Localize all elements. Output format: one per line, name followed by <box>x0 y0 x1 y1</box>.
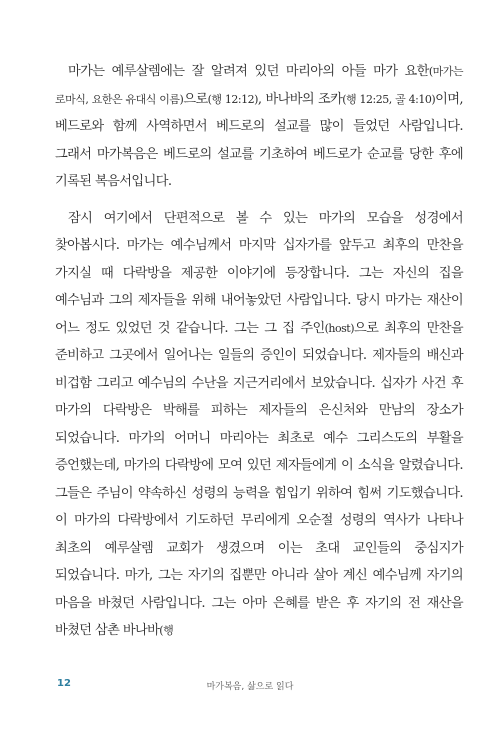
body-text-run: 마가는 예루살렘에는 잘 알려져 있던 마리아의 아들 마가 요한 <box>68 64 429 79</box>
page-number: 12 <box>57 678 71 689</box>
inline-reference: (행 <box>159 624 174 637</box>
running-title: 마가복음, 삶으로 읽다 <box>206 682 294 692</box>
page-body <box>55 58 463 647</box>
body-text-run: 으로 <box>183 91 208 107</box>
inline-reference: (마가는 로마식, 요한은 유대식 이름) <box>55 65 463 106</box>
body-text-run: , 바나바의 조카 <box>257 91 343 107</box>
paragraph-mark-appearance <box>55 205 463 645</box>
inline-reference: (행 12:25, 골 4:10) <box>342 92 436 106</box>
body-text-run: 잠시 여기에서 단편적으로 볼 수 있는 마가의 모습을 성경에서 찾아봅시다. 마가는 예수님께서 마지막 십자가를 앞두고 최후의 만찬을 가지실 때 다락방을 제공한 이야기에 등장합니다. 그는 자신의 집을 예수님과 그의 제자들을 위해 내어놓았던 사람입니다. 당시 마가는 재산이 어느 정도 있었던 것 같습니다. 그는 그 집 주인 <box>55 210 463 336</box>
inline-reference: (행 12:12) <box>207 92 258 106</box>
body-text-run: 으로 최후의 만찬을 준비하고 그곳에서 일어나는 일들의 증인이 되었습니다. 제자들의 배신과 비겁함 그리고 예수님의 수난을 지근거리에서 보았습니다. 십자가 사건 후 마가의 다락방은 박해를 피하는 제자들의 은신처와 만남의 장소가 되었습니다. 마가의 어머니 마리아는 최초로 예수 그리스도의 부활을 증언했는데, 마가의 다락방에 모여 있던 제자들에게 이 소식을 알렸습니다. 그들은 주님이 약속하신 성령의 능력을 힘입기 위하여 힘써 기도했습니다. 이 마가의 다락방에서 기도하던 무리에게 오순절 성령의 역사가 나타나 최초의 예루살렘 교회가 생겼으며 이는 초대 교인들의 중심지가 되었습니다. 마가, 그는 자기의 집뿐만 아니라 살아 계신 예수님께 자기의 마음을 바쳤던 사람입니다. 그는 아마 은혜를 받은 후 자기의 전 재산을 바쳤던 삼촌 바나바 <box>55 320 463 638</box>
paragraph-mark-author <box>55 58 463 196</box>
body-text-run: 이며, 베드로와 함께 사역하면서 베드로의 설교를 많이 들었던 사람입니다. 그래서 마가복음은 베드로의 설교를 기초하여 베드로가 순교를 당한 후에 기록된 복음서입니다. <box>55 91 463 189</box>
inline-reference: (host) <box>324 321 354 335</box>
